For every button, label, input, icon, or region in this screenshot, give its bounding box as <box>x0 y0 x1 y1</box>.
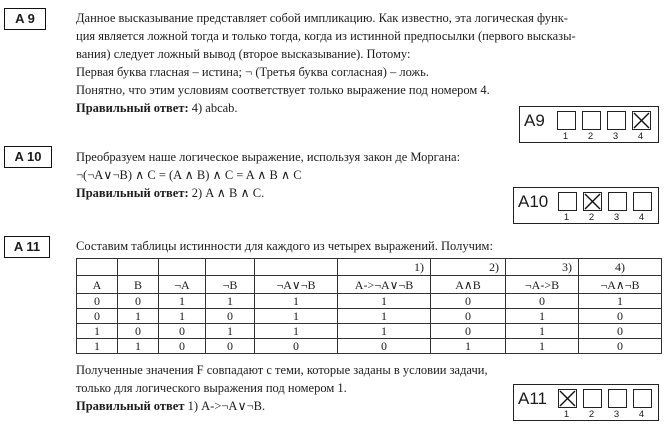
a10-option-2-checkbox[interactable] <box>583 192 602 211</box>
table-number-cell <box>255 259 338 276</box>
table-cell: 0 <box>159 324 206 339</box>
table-header-cell: B <box>118 276 159 294</box>
a9-option-2-checkbox[interactable] <box>582 111 601 130</box>
a9-num-2: 2 <box>587 131 594 142</box>
a9-answer <box>76 100 238 116</box>
table-cell: 1 <box>506 339 579 354</box>
table-cell: 0 <box>206 309 255 324</box>
a10-num-3: 3 <box>613 212 620 223</box>
a11-answer-value: 1) A->¬A∨¬B. <box>187 399 266 413</box>
table-cell: 0 <box>431 294 506 309</box>
table-row <box>77 309 662 324</box>
table-number-cell: 3) <box>506 259 579 276</box>
a11-intro: Составим таблицы истинности для каждого из четырех выражений. Получим: <box>76 239 493 253</box>
a11-option-4-checkbox[interactable] <box>633 389 652 408</box>
table-row <box>77 324 662 339</box>
cross-mark-icon <box>633 112 650 129</box>
table-row <box>77 339 662 354</box>
a10-text-line-2: ¬(¬A∨¬B) ∧ C = (A ∧ B) ∧ C = A ∧ B ∧ C <box>76 168 302 182</box>
table-header-cell: ¬A->B <box>506 276 579 294</box>
a9-text-line-4: Первая буква гласная – истина; ¬ (Третья буква согласная) – ложь. <box>76 65 430 79</box>
a11-option-1-checkbox[interactable] <box>558 389 577 408</box>
table-header-cell: ¬A <box>159 276 206 294</box>
a10-option-1-checkbox[interactable] <box>558 192 577 211</box>
answer-box-a11-tag: A11 <box>518 389 547 408</box>
table-cell: 1 <box>338 324 431 339</box>
a10-answer <box>76 185 264 201</box>
a10-num-1: 1 <box>563 212 570 223</box>
table-cell: 1 <box>206 294 255 309</box>
table-cell: 1 <box>579 294 662 309</box>
a11-num-3: 3 <box>613 409 620 420</box>
a9-answer-label: Правильный ответ: <box>76 101 189 115</box>
table-cell: 1 <box>338 309 431 324</box>
a9-option-1-checkbox[interactable] <box>557 111 576 130</box>
table-row <box>77 294 662 309</box>
table-number-cell <box>159 259 206 276</box>
a10-option-3-checkbox[interactable] <box>608 192 627 211</box>
truth-table <box>76 258 662 354</box>
a9-option-3-checkbox[interactable] <box>607 111 626 130</box>
task-label-a11: A 11 <box>4 236 50 258</box>
table-cell: 1 <box>255 309 338 324</box>
a9-num-3: 3 <box>612 131 619 142</box>
a11-answer-label: Правильный ответ <box>76 399 185 413</box>
table-cell: 1 <box>506 309 579 324</box>
table-cell: 0 <box>206 339 255 354</box>
table-header-cell: ¬A∨¬B <box>255 276 338 294</box>
a11-num-1: 1 <box>563 409 570 420</box>
a11-option-2-checkbox[interactable] <box>583 389 602 408</box>
a11-text-line-1: Полученные значения F совпадают с теми, которые заданы в условии задачи, <box>76 363 488 377</box>
table-number-cell: 4) <box>579 259 662 276</box>
table-cell: 1 <box>255 324 338 339</box>
truth-table-header-row <box>77 276 662 294</box>
table-header-cell: A∧B <box>431 276 506 294</box>
table-number-cell <box>118 259 159 276</box>
a10-option-4-checkbox[interactable] <box>633 192 652 211</box>
table-cell: 0 <box>338 339 431 354</box>
table-cell: 0 <box>431 309 506 324</box>
table-cell: 1 <box>431 339 506 354</box>
table-cell: 1 <box>206 324 255 339</box>
table-cell: 0 <box>118 324 159 339</box>
table-cell: 1 <box>77 339 118 354</box>
table-cell: 1 <box>118 309 159 324</box>
a9-text-line-2: ция является ложной тогда и только тогда, когда из истинной предпосылки (первого высказы- <box>76 29 576 43</box>
a11-option-3-checkbox[interactable] <box>608 389 627 408</box>
table-number-cell <box>206 259 255 276</box>
table-cell: 1 <box>159 309 206 324</box>
table-cell: 1 <box>255 294 338 309</box>
table-cell: 1 <box>77 324 118 339</box>
table-cell: 1 <box>118 339 159 354</box>
task-label-a10: A 10 <box>4 146 52 168</box>
table-cell: 0 <box>159 339 206 354</box>
table-number-cell: 1) <box>338 259 431 276</box>
table-header-cell: ¬A∧¬B <box>579 276 662 294</box>
task-label-a9: A 9 <box>4 8 46 30</box>
answer-box-a10 <box>513 187 659 224</box>
table-cell: 0 <box>77 294 118 309</box>
a10-num-4: 4 <box>638 212 645 223</box>
table-header-cell: ¬B <box>206 276 255 294</box>
a11-num-2: 2 <box>588 409 595 420</box>
truth-table-number-row <box>77 259 662 276</box>
a9-num-1: 1 <box>562 131 569 142</box>
a9-option-4-checkbox[interactable] <box>632 111 651 130</box>
table-cell: 1 <box>506 324 579 339</box>
table-cell: 0 <box>118 294 159 309</box>
table-number-cell: 2) <box>431 259 506 276</box>
table-cell: 0 <box>579 339 662 354</box>
answer-box-a10-tag: A10 <box>518 192 549 211</box>
a10-answer-label: Правильный ответ: <box>76 186 189 200</box>
a11-num-4: 4 <box>638 409 645 420</box>
a9-text-line-3: вания) следует ложный вывод (второе высказывание). Потому: <box>76 47 411 61</box>
a9-text-line-1: Данное высказывание представляет собой импликацию. Как известно, эта логическая функ- <box>76 11 568 25</box>
table-cell: 1 <box>159 294 206 309</box>
a9-answer-value: 4) abcab. <box>191 101 238 115</box>
answer-box-a9 <box>519 106 659 143</box>
a10-text-line-1: Преобразуем наше логическое выражение, используя закон де Моргана: <box>76 150 461 164</box>
table-cell: 0 <box>77 309 118 324</box>
table-cell: 0 <box>255 339 338 354</box>
cross-mark-icon <box>559 390 576 407</box>
table-cell: 0 <box>506 294 579 309</box>
a10-num-2: 2 <box>588 212 595 223</box>
answer-box-a9-tag: A9 <box>524 111 545 130</box>
table-cell: 0 <box>579 324 662 339</box>
cross-mark-icon <box>584 193 601 210</box>
a11-text-line-2: только для логического выражения под номером 1. <box>76 381 347 395</box>
table-header-cell: A <box>77 276 118 294</box>
a11-answer <box>76 398 265 414</box>
table-number-cell <box>77 259 118 276</box>
table-header-cell: A->¬A∨¬B <box>338 276 431 294</box>
table-cell: 1 <box>338 294 431 309</box>
a9-num-4: 4 <box>637 131 644 142</box>
a10-answer-value: 2) A ∧ B ∧ C. <box>191 186 265 200</box>
table-cell: 0 <box>579 309 662 324</box>
a9-text-line-5: Понятно, что этим условиям соответствует только выражение под номером 4. <box>76 83 490 97</box>
table-cell: 0 <box>431 324 506 339</box>
answer-box-a11 <box>513 384 659 421</box>
